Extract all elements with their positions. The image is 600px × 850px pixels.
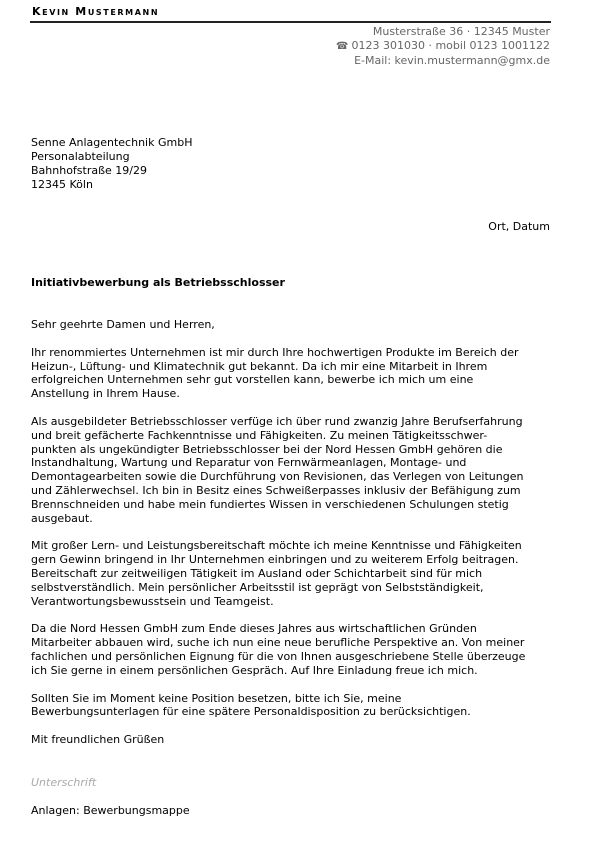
paragraph-1 xyxy=(31,346,551,401)
paragraph-line: Da die Nord Hessen GmbH zum Ende dieses Jahres aus wirtschaftlichen Gründen xyxy=(31,622,477,636)
sender-phone: 0123 301030 · mobil 0123 1001122 xyxy=(351,39,550,52)
paragraph-line: punkten als ungekündigter Betriebsschlosser bei der Nord Hessen GmbH gehören die xyxy=(31,442,503,456)
enclosure-note: Anlagen: Bewerbungsmappe xyxy=(31,804,190,817)
paragraph-line: Ihr renommiertes Unternehmen ist mir durch Ihre hochwertigen Produkte im Bereich der xyxy=(31,345,519,359)
paragraph-line: Sollten Sie im Moment keine Position besetzen, bitte ich Sie, meine xyxy=(31,691,402,705)
recipient-address xyxy=(31,136,192,192)
paragraph-line: und breit gefächerte Fachkenntnisse und Fähigkeiten. Zu meinen Tätigkeitsschwer- xyxy=(31,428,488,442)
letter-subject: Initiativbewerbung als Betriebsschlosser xyxy=(31,276,285,289)
paragraph-line: gern Gewinn bringend in Ihr Unternehmen einbringen und zu weiterem Erfolg beitragen. xyxy=(31,553,519,567)
paragraph-line: selbstverständlich. Mein persönlicher Arbeitsstil ist geprägt von Selbstständigkeit, xyxy=(31,580,484,594)
signature-placeholder: Unterschrift xyxy=(31,776,97,789)
paragraph-3 xyxy=(31,539,551,608)
paragraph-line: erfolgreichen Unternehmen sehr gut vorstellen kann, bewerbe ich mich um eine xyxy=(31,373,474,387)
recipient-city: 12345 Köln xyxy=(31,178,93,191)
sender-email: E-Mail: kevin.mustermann@gmx.de xyxy=(354,54,550,67)
closing: Mit freundlichen Grüßen xyxy=(31,733,165,747)
letter-body xyxy=(31,318,551,761)
paragraph-line: Mitarbeiter abbauen wird, suche ich nun eine neue berufliche Perspektive an. Von meiner xyxy=(31,636,525,650)
paragraph-line: ich Sie gerne in einem persönlichen Gespräch. Auf Ihre Einladung freue ich mich. xyxy=(31,663,478,677)
place-date: Ort, Datum xyxy=(488,220,550,233)
recipient-street: Bahnhofstraße 19/29 xyxy=(31,164,148,177)
phone-icon: ☎ xyxy=(336,41,349,52)
sender-phone-row xyxy=(336,39,550,54)
paragraph-line: Bewerbungsunterlagen für eine spätere Personaldisposition zu berücksichtigen. xyxy=(31,705,471,719)
paragraph-line: Heizun-, Lüftung- und Klimatechnik gut bekannt. Da ich mir eine Mitarbeit in Ihrem xyxy=(31,359,488,373)
paragraph-line: Mit großer Lern- und Leistungsbereitschaft möchte ich meine Kenntnisse und Fähigkeiten xyxy=(31,539,522,553)
paragraph-line: Anstellung in Ihrem Hause. xyxy=(31,387,180,401)
header-divider xyxy=(30,21,551,23)
paragraph-line: Bereitschaft zur zeitweiligen Tätigkeit im Ausland oder Schichtarbeit sind für mich xyxy=(31,566,483,580)
recipient-department: Personalabteilung xyxy=(31,150,130,163)
paragraph-line: ausgebaut. xyxy=(31,511,93,525)
recipient-company: Senne Anlagentechnik GmbH xyxy=(31,136,193,149)
sender-address: Musterstraße 36 · 12345 Muster xyxy=(372,25,550,38)
paragraph-line: Brennschneiden und habe mein fundiertes Wissen in verschiedenen Schulungen stetig xyxy=(31,497,509,511)
paragraph-line: Instandhaltung, Wartung und Reparatur von Fernwärmeanlagen, Montage- und xyxy=(31,456,467,470)
paragraph-line: Demontagearbeiten sowie die Durchführung von Revisionen, das Verlegen von Leitungen xyxy=(31,470,524,484)
paragraph-5 xyxy=(31,692,551,720)
sender-contact xyxy=(336,25,550,68)
sender-name: Kevin Mustermann xyxy=(32,5,160,18)
paragraph-line: und Zählerwechsel. Ich bin in Besitz eines Schweißerpasses inklusiv der Befähigung zum xyxy=(31,483,521,497)
paragraph-2 xyxy=(31,415,551,525)
paragraph-line: fachlichen und persönlichen Eignung für die von Ihnen ausgeschriebene Stelle überzeuge xyxy=(31,649,526,663)
paragraph-4 xyxy=(31,622,551,677)
paragraph-line: Als ausgebildeter Betriebsschlosser verfüge ich über rund zwanzig Jahre Berufserfahrung xyxy=(31,414,523,428)
paragraph-line: Verantwortungsbewusstsein und Teamgeist. xyxy=(31,594,274,608)
salutation: Sehr geehrte Damen und Herren, xyxy=(31,318,215,331)
